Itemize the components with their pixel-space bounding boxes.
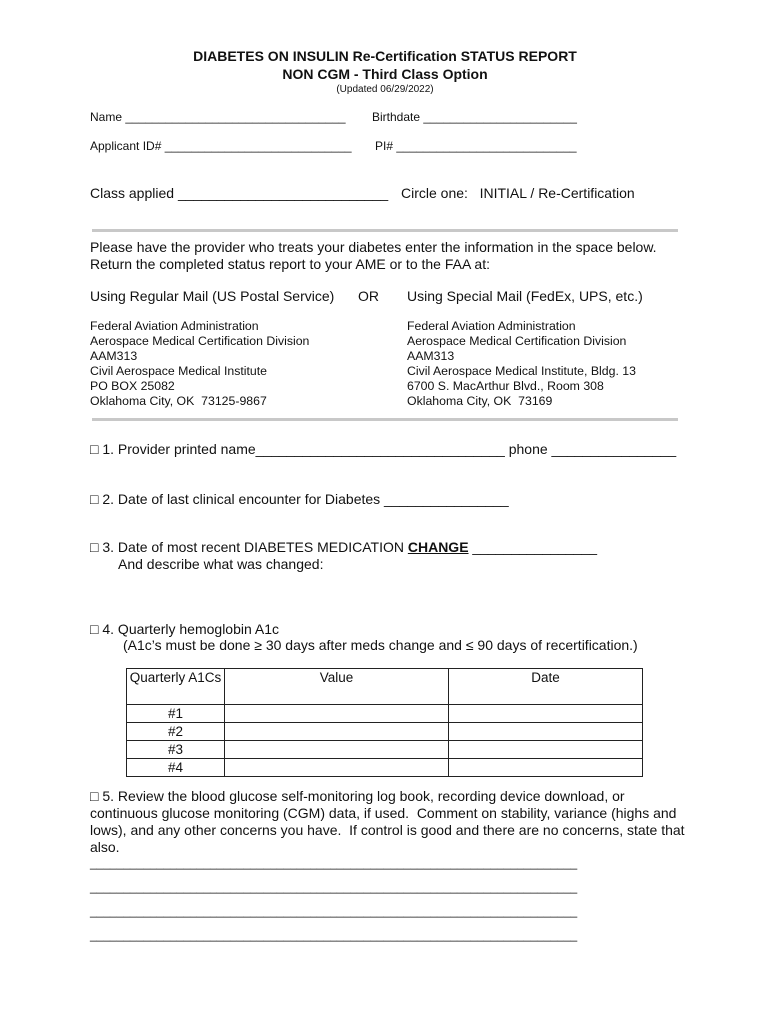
special-mail-heading: Using Special Mail (FedEx, UPS, etc.): [407, 288, 643, 304]
regular-mail-heading: Using Regular Mail (US Postal Service): [90, 288, 335, 304]
row-label: #4: [127, 759, 225, 777]
item-3-blank: ________________: [468, 539, 597, 555]
item-1-provider-name[interactable]: [90, 441, 676, 457]
date-cell[interactable]: [449, 723, 643, 741]
col-header-value: Value: [225, 669, 449, 705]
date-cell[interactable]: [449, 759, 643, 777]
table-row: [127, 705, 643, 723]
item-3-text: 3. Date of most recent DIABETES MEDICATION: [98, 539, 408, 555]
item-4-text: 4. Quarterly hemoglobin A1c: [98, 621, 280, 637]
table-header-row: [127, 669, 643, 705]
table-row: [127, 723, 643, 741]
item-4-hemoglobin[interactable]: [90, 621, 279, 637]
date-cell[interactable]: [449, 705, 643, 723]
item-5-line-4: also.: [90, 839, 120, 855]
special-mail-address: Federal Aviation Administration Aerospace Medical Certification Division AAM313 Civil Aerospace Medical Institute, Bldg. 13 6700 S. MacArthur Blvd., Room 308 Oklahoma City, OK 73169: [407, 319, 636, 408]
item-5-line-3: lows), and any other concerns you have. If control is good and there are no concerns, state that: [90, 822, 685, 838]
item-5-text: 5. Review the blood glucose self-monitoring log book, recording device download, or: [98, 788, 625, 804]
item-2-text: 2. Date of last clinical encounter for Diabetes ________________: [98, 491, 509, 507]
checkbox-icon[interactable]: □: [90, 539, 99, 555]
item-3-medication-change[interactable]: [90, 539, 597, 555]
value-cell[interactable]: [225, 705, 449, 723]
item-4-subtext: (A1c’s must be done ≥ 30 days after meds change and ≤ 90 days of recertification.): [123, 637, 638, 653]
change-emphasis: CHANGE: [407, 539, 469, 555]
checkbox-icon[interactable]: □: [90, 491, 99, 507]
comment-line[interactable]: _________________________________________________________________________: [90, 856, 578, 870]
value-cell[interactable]: [225, 759, 449, 777]
instructions-line-1: Please have the provider who treats your diabetes enter the information in the space below.: [90, 239, 657, 255]
row-label: #3: [127, 741, 225, 759]
table-row: [127, 741, 643, 759]
item-1-text: 1. Provider printed name________________________________ phone ________________: [98, 441, 677, 457]
comment-line[interactable]: _________________________________________________________________________: [90, 904, 578, 918]
regular-mail-address: Federal Aviation Administration Aerospace Medical Certification Division AAM313 Civil Aerospace Medical Institute PO BOX 25082 Oklahoma City, OK 73125-9867: [90, 319, 310, 408]
comment-line[interactable]: _________________________________________________________________________: [90, 880, 578, 894]
item-5-line-2: continuous glucose monitoring (CGM) data, if used. Comment on stability, variance (highs and: [90, 805, 677, 821]
date-cell[interactable]: [449, 741, 643, 759]
value-cell[interactable]: [225, 723, 449, 741]
value-cell[interactable]: [225, 741, 449, 759]
class-applied-field[interactable]: Class applied ___________________________: [90, 185, 389, 201]
pi-field[interactable]: PI# ___________________________: [375, 139, 577, 153]
item-5-glucose-review[interactable]: [90, 788, 625, 804]
checkbox-icon[interactable]: □: [90, 441, 99, 457]
item-3-subtext: And describe what was changed:: [118, 556, 324, 572]
checkbox-icon[interactable]: □: [90, 788, 99, 804]
updated-date: (Updated 06/29/2022): [336, 84, 434, 95]
name-field[interactable]: Name _________________________________: [90, 110, 346, 124]
row-label: #2: [127, 723, 225, 741]
col-header-quarterly: Quarterly A1Cs: [127, 669, 225, 705]
form-subtitle: NON CGM - Third Class Option: [282, 66, 488, 82]
applicant-id-field[interactable]: Applicant ID# ____________________________: [90, 139, 352, 153]
item-2-last-encounter[interactable]: [90, 491, 509, 507]
or-label: OR: [358, 288, 379, 304]
circle-one-option[interactable]: Circle one: INITIAL / Re-Certification: [401, 185, 635, 201]
divider: [92, 418, 678, 421]
checkbox-icon[interactable]: □: [90, 621, 99, 637]
divider: [92, 229, 678, 232]
comment-line[interactable]: _________________________________________________________________________: [90, 928, 578, 942]
a1c-table: [126, 668, 643, 777]
birthdate-field[interactable]: Birthdate _______________________: [372, 110, 577, 124]
form-title: DIABETES ON INSULIN Re-Certification STATUS REPORT: [193, 48, 577, 64]
col-header-date: Date: [449, 669, 643, 705]
instructions-line-2: Return the completed status report to your AME or to the FAA at:: [90, 256, 490, 272]
table-row: [127, 759, 643, 777]
row-label: #1: [127, 705, 225, 723]
